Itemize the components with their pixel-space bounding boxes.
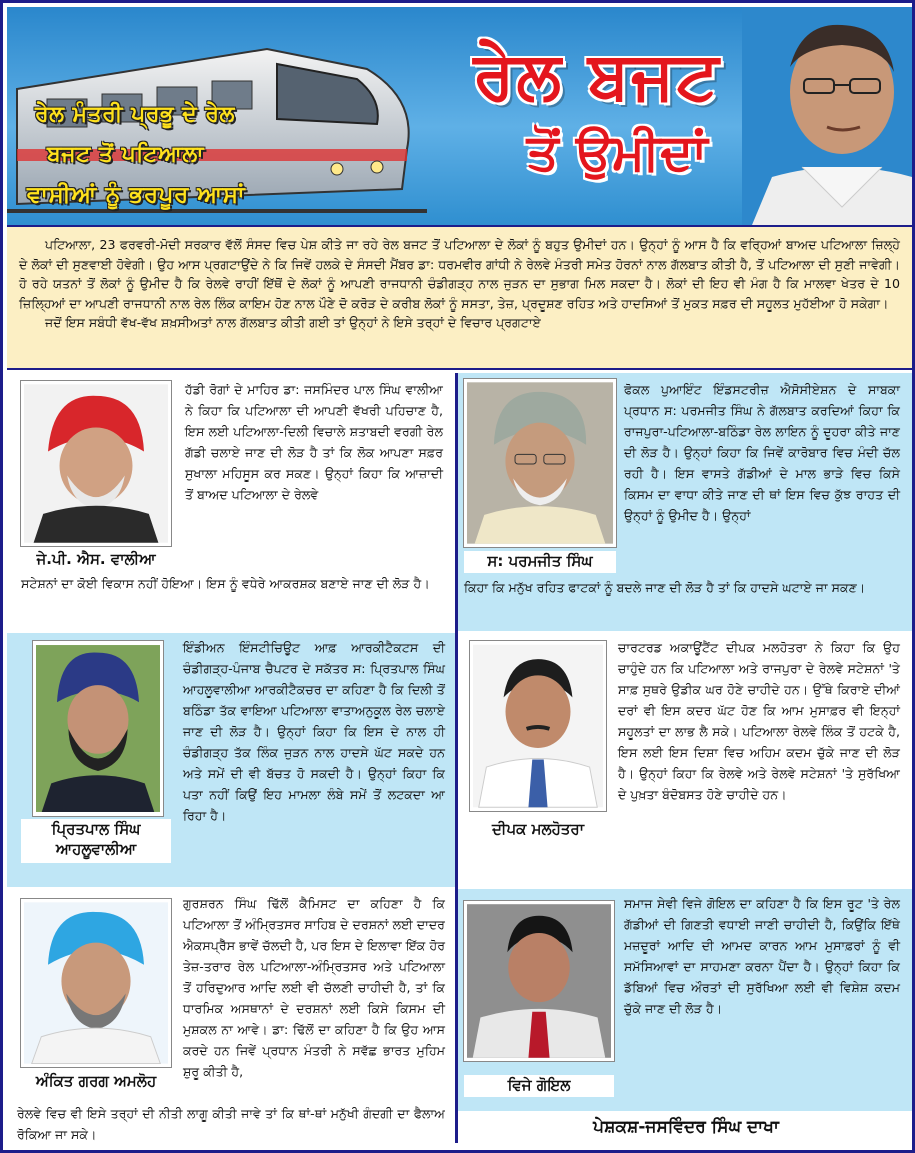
caption-pritpal-line1: ਪ੍ਰਿਤਪਾਲ ਸਿੰਘ [51, 820, 141, 838]
text-vije: ਸਮਾਜ ਸੇਵੀ ਵਿਜੇ ਗੋਇਲ ਦਾ ਕਹਿਣਾ ਹੈ ਕਿ ਇਸ ਰੂਟ 'ਤੇ ਰੇਲ ਗੱਡੀਆਂ ਦੀ ਗਿਣਤੀ ਵਧਾਈ ਜਾਣੀ ਚਾਹੀਦੀ ਹੈ, ਕਿਉਂਕਿ ਇੱਥੇ ਮਜ਼ਦੂਰਾਂ ਆਦਿ ਦੀ ਆਮਦ ਕਾਰਨ ਆਮ ਮੁਸਾਫ਼ਰਾਂ ਨੂੰ ਵੀ ਸਮੱਸਿਆਵਾਂ ਦਾ ਸਾਹਮਣਾ ਕਰਨਾ ਪੈਂਦਾ ਹੈ। ਉਨ੍ਹਾਂ ਕਿਹਾ ਕਿ ਡੱਬਿਆਂ ਵਿਚ ਔਰਤਾਂ ਦੀ ਸੁਰੱਖਿਆ ਲਈ ਵੀ ਵਿਸ਼ੇਸ਼ ਕਦਮ ਚੁੱਕੇ ਜਾਣ ਦੀ ਲੋੜ ਹੈ। [624, 896, 900, 1016]
intro-section [7, 225, 912, 370]
caption-walia: ਜੇ.ਪੀ. ਐਸ. ਵਾਲੀਆ [21, 549, 171, 571]
portrait-parmjit [464, 379, 616, 547]
portrait-vije [464, 901, 614, 1061]
minister-photo [742, 7, 912, 225]
caption-pritpal-line2: ਆਹਲੂਵਾਲੀਆ [55, 840, 137, 858]
byline-credit: ਪੇਸ਼ਕਸ਼-ਜਸਵਿੰਦਰ ਸਿੰਘ ਦਾਖਾ [461, 1111, 911, 1143]
profile-vije [458, 889, 912, 1111]
text-ankit: ਗੁਰਸ਼ਰਨ ਸਿੰਘ ਢਿੱਲੋਂ ਕੈਮਿਸਟ ਦਾ ਕਹਿਣਾ ਹੈ ਕਿ ਪਟਿਆਲਾ ਤੋਂ ਅੰਮ੍ਰਿਤਸਰ ਸਾਹਿਬ ਦੇ ਦਰਸ਼ਨਾਂ ਲਈ ਦਾਦਰ ਐਕਸਪ੍ਰੈੱਸ ਭਾਵੇਂ ਚੱਲਦੀ ਹੈ, ਪਰ ਇਸ ਦੇ ਇਲਾਵਾ ਇੱਕ ਹੋਰ ਤੇਜ਼-ਤਰਾਰ ਰੇਲ ਪਟਿਆਲਾ-ਅੰਮ੍ਰਿਤਸਰ ਅਤੇ ਪਟਿਆਲਾ ਤੋਂ ਹਰਿਦੁਆਰ ਆਦਿ ਲਈ ਵੀ ਚੱਲਣੀ ਚਾਹੀਦੀ ਹੈ, ਤਾਂ ਕਿ ਧਾਰਮਿਕ ਅਸਥਾਨਾਂ ਦੇ ਦਰਸ਼ਨਾਂ ਲਈ ਕਿਸੇ ਕਿਸਮ ਦੀ ਮੁਸ਼ਕਲ ਨਾ ਆਵੇ। ਡਾ: ਢਿੱਲੋਂ ਦਾ ਕਹਿਣਾ ਹੈ ਕਿ ਉਹ ਆਸ ਕਰਦੇ ਹਨ ਜਿਵੇਂ ਪ੍ਰਧਾਨ ਮੰਤਰੀ ਨੇ ਸਵੱਛ ਭਾਰਤ ਮੁਹਿਮ ਸ਼ੁਰੂ ਕੀਤੀ ਹੈ, [183, 896, 445, 1079]
portrait-walia [21, 381, 171, 546]
subhead-line-3: ਵਾਸੀਆਂ ਨੂੰ ਭਰਪੂਰ ਆਸਾਂ [27, 182, 246, 208]
headline-title: ਰੇਲ ਬਜਟ [473, 37, 721, 114]
text-walia: ਹੱਡੀ ਰੋਗਾਂ ਦੇ ਮਾਹਿਰ ਡਾ: ਜਸਮਿੰਦਰ ਪਾਲ ਸਿੰਘ ਵਾਲੀਆ ਨੇ ਕਿਹਾ ਕਿ ਪਟਿਆਲਾ ਦੀ ਆਪਣੀ ਵੱਖਰੀ ਪਹਿਚਾਣ ਹੈ, ਇਸ ਲਈ ਪਟਿਆਲਾ-ਦਿਲੀ ਵਿਚਾਲੇ ਸ਼ਤਾਬਦੀ ਵਰਗੀ ਰੇਲ ਗੱਡੀ ਚਲਾਏ ਜਾਣ ਦੀ ਲੋੜ ਹੈ ਤਾਂ ਕਿ ਲੋਕ ਆਪਣਾ ਸਫ਼ਰ ਸੁਖਾਲਾ ਮਹਿਸੂਸ ਕਰ ਸਕਣ। ਉਨ੍ਹਾਂ ਕਿਹਾ ਕਿ ਆਜ਼ਾਦੀ ਤੋਂ ਬਾਅਦ ਪਟਿਆਲਾ ਦੇ ਰੇਲਵੇ [185, 382, 443, 502]
portrait-deepak [470, 641, 606, 811]
text-walia-cont: ਸਟੇਸ਼ਨਾਂ ਦਾ ਕੋਈ ਵਿਕਾਸ ਨਹੀਂ ਹੋਇਆ। ਇਸ ਨੂੰ ਵਧੇਰੇ ਆਕਰਸ਼ਕ ਬਣਾਏ ਜਾਣ ਦੀ ਲੋੜ ਹੈ। [21, 576, 430, 591]
profile-walia [7, 373, 455, 631]
text-pritpal: ਇੰਡੀਅਨ ਇੰਸਟੀਚਿਊਟ ਆਫ਼ ਆਰਕੀਟੈਕਟਸ ਦੀ ਚੰਡੀਗੜ੍ਹ-ਪੰਜਾਬ ਚੈਪਟਰ ਦੇ ਸਕੱਤਰ ਸ: ਪ੍ਰਿਤਪਾਲ ਸਿੰਘ ਆਹਲੂਵਾਲੀਆ ਆਰਕੀਟੈਕਚਰ ਦਾ ਕਹਿਣਾ ਹੈ ਕਿ ਦਿਲੀ ਤੋਂ ਬਠਿੰਡਾ ਤੱਕ ਵਾਇਆ ਪਟਿਆਲਾ ਵਾਤਾਅਨੁਕੂਲ ਰੇਲ ਚਲਾਏ ਜਾਣ ਦੀ ਲੋੜ ਹੈ। ਉਨ੍ਹਾਂ ਕਿਹਾ ਕਿ ਇਸ ਦੇ ਨਾਲ ਹੀ ਚੰਡੀਗੜ੍ਹ ਤੱਕ ਲਿੰਕ ਜੁੜਨ ਨਾਲ ਹਾਦਸੇ ਘੱਟ ਸਕਦੇ ਹਨ ਅਤੇ ਸਮੇਂ ਦੀ ਵੀ ਬੱਚਤ ਹੋ ਸਕਦੀ ਹੈ। ਉਨ੍ਹਾਂ ਕਿਹਾ ਕਿ ਪਤਾ ਨਹੀਂ ਕਿਉਂ ਇਹ ਮਾਮਲਾ ਲੰਬੇ ਸਮੇਂ ਤੋਂ ਲਟਕਦਾ ਆ ਰਿਹਾ ਹੈ। [183, 640, 445, 823]
caption-vije: ਵਿਜੇ ਗੋਇਲ [464, 1075, 614, 1097]
header-banner [7, 7, 912, 225]
headline-subtitle: ਤੋਂ ਉਮੀਦਾਂ [526, 123, 708, 181]
profile-ankit [7, 889, 455, 1145]
caption-pritpal [21, 819, 171, 863]
caption-deepak: ਦੀਪਕ ਮਲਹੋਤਰਾ [470, 819, 606, 841]
subhead-line-1: ਰੇਲ ਮੰਤਰੀ ਪ੍ਰਭੂ ਦੇ ਰੇਲ [35, 102, 235, 127]
text-deepak: ਚਾਰਟਰਡ ਅਕਾਊਂਟੈਂਟ ਦੀਪਕ ਮਲਹੋਤਰਾ ਨੇ ਕਿਹਾ ਕਿ ਉਹ ਚਾਹੁੰਦੇ ਹਨ ਕਿ ਪਟਿਆਲਾ ਅਤੇ ਰਾਜਪੁਰਾ ਦੇ ਰੇਲਵੇ ਸਟੇਸ਼ਨਾਂ 'ਤੇ ਸਾਫ਼ ਸੁਥਰੇ ਉਡੀਕ ਘਰ ਹੋਣੇ ਚਾਹੀਦੇ ਹਨ। ਉੱਥੇ ਕਿਰਾਏ ਦੀਆਂ ਦਰਾਂ ਵੀ ਇਸ ਕਦਰ ਘੱਟ ਹੋਣ ਕਿ ਆਮ ਮੁਸਾਫ਼ਰ ਵੀ ਇਨ੍ਹਾਂ ਸਹੂਲਤਾਂ ਦਾ ਲਾਭ ਲੈ ਸਕੇ। ਪਟਿਆਲਾ ਰੇਲਵੇ ਲਿੰਕ ਤੋਂ ਹਟਕੇ ਹੈ, ਇਸ ਲਈ ਇਸ ਦਿਸ਼ਾ ਵਿਚ ਅਹਿਮ ਕਦਮ ਚੁੱਕੇ ਜਾਣ ਦੀ ਲੋੜ ਹੈ। ਉਨ੍ਹਾਂ ਕਿਹਾ ਕਿ ਰੇਲਵੇ ਅਤੇ ਰੇਲਵੇ ਸਟੇਸ਼ਨਾਂ 'ਤੇ ਸੁਰੱਖਿਆ ਦੇ ਪੁਖ਼ਤਾ ਬੰਦੋਬਸਤ ਹੋਣੇ ਚਾਹੀਦੇ ਹਨ। [618, 640, 900, 802]
profile-parmjit [458, 373, 912, 631]
intro-paragraph-2: ਜਦੋਂ ਇਸ ਸਬੰਧੀ ਵੱਖ-ਵੱਖ ਸ਼ਖ਼ਸੀਅਤਾਂ ਨਾਲ ਗੱਲਬਾਤ ਕੀਤੀ ਗਈ ਤਾਂ ਉਨ੍ਹਾਂ ਨੇ ਇਸੇ ਤਰ੍ਹਾਂ ਦੇ ਵਿਚਾਰ ਪ੍ਰਗਟਾਏ [45, 315, 541, 330]
profile-pritpal [7, 633, 455, 887]
caption-parmjit: ਸ: ਪਰਮਜੀਤ ਸਿੰਘ [464, 551, 616, 573]
text-ankit-cont: ਰੇਲਵੇ ਵਿਚ ਵੀ ਇਸੇ ਤਰ੍ਹਾਂ ਦੀ ਨੀਤੀ ਲਾਗੂ ਕੀਤੀ ਜਾਵੇ ਤਾਂ ਕਿ ਥਾਂ-ਥਾਂ ਮਨੁੱਖੀ ਗੰਦਗੀ ਦਾ ਫੈਲਾਅ ਰੋਕਿਆ ਜਾ ਸਕੇ। [17, 1106, 445, 1142]
intro-paragraph: ਪਟਿਆਲਾ, 23 ਫਰਵਰੀ-ਮੋਦੀ ਸਰਕਾਰ ਵੱਲੋਂ ਸੰਸਦ ਵਿਚ ਪੇਸ਼ ਕੀਤੇ ਜਾ ਰਹੇ ਰੇਲ ਬਜਟ ਤੋਂ ਪਟਿਆਲਾ ਦੇ ਲੋਕਾਂ ਨੂੰ ਬਹੁਤ ਉਮੀਦਾਂ ਹਨ। ਉਨ੍ਹਾਂ ਨੂੰ ਆਸ ਹੈ ਕਿ ਵਰ੍ਹਿਆਂ ਬਾਅਦ ਪਟਿਆਲਾ ਜ਼ਿਲ੍ਹੇ ਦੇ ਲੋਕਾਂ ਦੀ ਸੁਣਵਾਈ ਹੋਵੇਗੀ। ਉਹ ਆਸ ਪ੍ਰਗਟਾਉਂਦੇ ਨੇ ਕਿ ਜਿਵੇਂ ਹਲਕੇ ਦੇ ਸੰਸਦੀ ਮੈਂਬਰ ਡਾ: ਧਰਮਵੀਰ ਗਾਂਧੀ ਨੇ ਰੇਲਵੇ ਮੰਤਰੀ ਸਮੇਤ ਹੋਰਨਾਂ ਨਾਲ ਗੱਲਬਾਤ ਕੀਤੀ ਹੈ, ਤੋਂ ਪਟਿਆਲਾ ਦੀ ਸੁਣੀ ਜਾਵੇਗੀ। ਹੋ ਰਹੇ ਯਤਨਾਂ ਤੋਂ ਲੋਕਾਂ ਨੂੰ ਉਮੀਦ ਹੈ ਕਿ ਰੇਲਵੇ ਰਾਹੀਂ ਇੱਥੋਂ ਦੇ ਲੋਕਾਂ ਨੂੰ ਆਪਣੀ ਰਾਜਧਾਨੀ ਚੰਡੀਗੜ੍ਹ ਨਾਲ ਜੁੜਨ ਦਾ ਸੁਭਾਗ ਮਿਲ ਸਕਦਾ ਹੈ। ਲੋਕਾਂ ਦੀ ਇਹ ਵੀ ਮੰਗ ਹੈ ਕਿ ਮਾਲਵਾ ਖੇਤਰ ਦੇ 10 ਜ਼ਿਲ੍ਹਿਆਂ ਦਾ ਆਪਣੀ ਰਾਜਧਾਨੀ ਨਾਲ ਰੇਲ ਲਿੰਕ ਕਾਇਮ ਹੋਣ ਨਾਲ ਪੌਣੇ ਦੋ ਕਰੋੜ ਦੇ ਕਰੀਬ ਲੋਕਾਂ ਨੂੰ ਸਸਤਾ, ਤੇਜ਼, ਪ੍ਰਦੂਸ਼ਣ ਰਹਿਤ ਅਤੇ ਹਾਦਸਿਆਂ ਤੋਂ ਮੁਕਤ ਸਫ਼ਰ ਦੀ ਸਹੂਲਤ ਮੁਹੱਈਆ ਹੋ ਸਕੇਗਾ। [19, 237, 900, 311]
text-parmjit-cont: ਕਿਹਾ ਕਿ ਮਨੁੱਖ ਰਹਿਤ ਫਾਟਕਾਂ ਨੂੰ ਬਦਲੇ ਜਾਣ ਦੀ ਲੋੜ ਹੈ ਤਾਂ ਕਿ ਹਾਦਸੇ ਘਟਾਏ ਜਾ ਸਕਣ। [464, 580, 866, 595]
portrait-ankit [21, 899, 171, 1067]
profile-deepak [458, 633, 912, 887]
subhead-line-2: ਬਜਟ ਤੋਂ ਪਟਿਆਲਾ [47, 142, 205, 167]
text-parmjit: ਫੋਕਲ ਪੁਆਇੰਟ ਇੰਡਸਟਰੀਜ਼ ਐਸੋਸੀਏਸ਼ਨ ਦੇ ਸਾਬਕਾ ਪ੍ਰਧਾਨ ਸ: ਪਰਮਜੀਤ ਸਿੰਘ ਨੇ ਗੱਲਬਾਤ ਕਰਦਿਆਂ ਕਿਹਾ ਕਿ ਰਾਜਪੁਰਾ-ਪਟਿਆਲਾ-ਬਠਿੰਡਾ ਰੇਲ ਲਾਇਨ ਨੂੰ ਦੂਹਰਾ ਕੀਤੇ ਜਾਣ ਦੀ ਲੋੜ ਹੈ। ਉਨ੍ਹਾਂ ਕਿਹਾ ਕਿ ਜਿਵੇਂ ਕਾਰੋਬਾਰ ਵਿਚ ਮੰਦੀ ਚੱਲ ਰਹੀ ਹੈ। ਇਸ ਵਾਸਤੇ ਗੱਡੀਆਂ ਦੇ ਮਾਲ ਭਾੜੇ ਵਿਚ ਕਿਸੇ ਕਿਸਮ ਦਾ ਵਾਧਾ ਕੀਤੇ ਜਾਣ ਦੀ ਥਾਂ ਇਸ ਵਿਚ ਕੁੱਝ ਰਾਹਤ ਦੀ ਉਨ੍ਹਾਂ ਨੂੰ ਉਮੀਦ ਹੈ। ਉਨ੍ਹਾਂ [624, 382, 900, 523]
caption-ankit: ਅੰਕਿਤ ਗਰਗ ਅਮਲੋਹ [21, 1071, 171, 1093]
portrait-pritpal [33, 641, 163, 816]
